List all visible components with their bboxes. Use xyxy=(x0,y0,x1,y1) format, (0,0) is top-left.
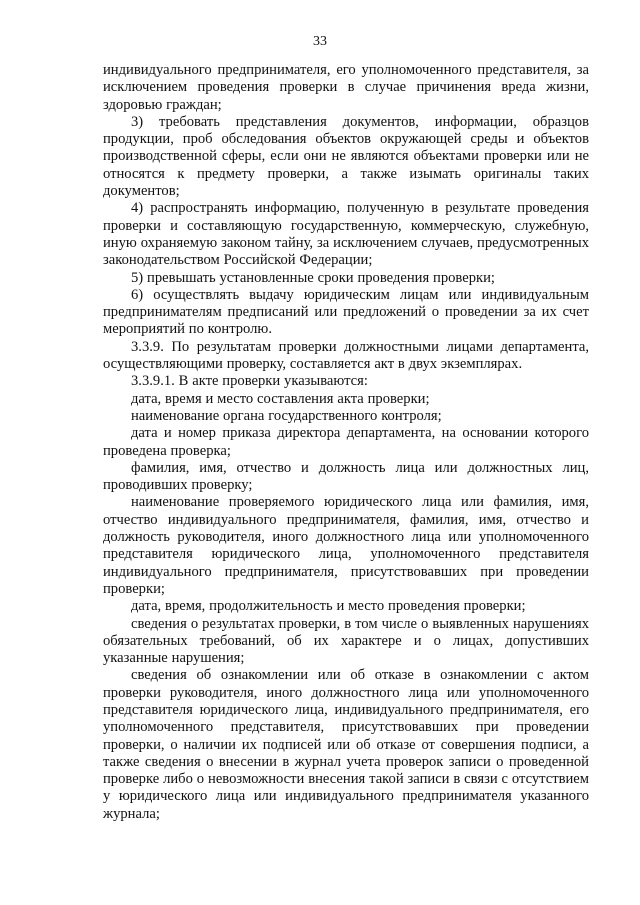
page-number: 33 xyxy=(313,34,327,49)
paragraph-item-3: 3) требовать представления документов, информации, образцов продукции, проб обследования объектов окружающей среды и объектов производственной сферы, если они не являются объектами проверки или не относятся к предмету проверки, а также изымать оригиналы таких документов; xyxy=(103,113,589,200)
paragraph-item-6: 6) осуществлять выдачу юридическим лицам или индивидуальным предпринимателям предписаний или предложений о проведении за их счет мероприятий по контролю. xyxy=(103,286,589,338)
list-item-inspectors: фамилия, имя, отчество и должность лица или должностных лиц, проводивших проверку; xyxy=(103,459,589,494)
paragraph-3-3-9: 3.3.9. По результатам проверки должностными лицами департамента, осуществляющими проверку, составляется акт в двух экземплярах. xyxy=(103,338,589,373)
paragraph-3-3-9-1: 3.3.9.1. В акте проверки указываются: xyxy=(131,373,368,390)
paragraph-item-4: 4) распространять информацию, полученную в результате проведения проверки и составляющую государственную, коммерческую, служебную, иную охраняемую законом тайну, за исключением случаев, предусмотренных законодательством Российской Федерации; xyxy=(103,200,589,269)
list-item-inspection-duration: дата, время, продолжительность и место проведения проверки; xyxy=(131,598,526,615)
list-item-results: сведения о результатах проверки, в том числе о выявленных нарушениях обязательных требований, об их характере и о лицах, допустивших указанные нарушения; xyxy=(103,615,589,667)
list-item-order-number: дата и номер приказа директора департамента, на основании которого проведена проверка; xyxy=(103,425,589,459)
list-item-authority-name: наименование органа государственного контроля; xyxy=(131,407,442,424)
list-item-date-time-place: дата, время и место составления акта проверки; xyxy=(131,390,430,407)
paragraph-item-5: 5) превышать установленные сроки проведения проверки; xyxy=(131,269,495,286)
paragraph-continuation: индивидуального предпринимателя, его уполномоченного представителя, за исключением проведения проверки в случае причинения вреда жизни, здоровью граждан; xyxy=(103,62,589,113)
list-item-acknowledgement: сведения об ознакомлении или об отказе в ознакомлении с актом проверки руководителя, иного должностного лица или уполномоченного представителя юридического лица, индивидуального предпринимателя, его уполномоченного представителя, присутствовавших при проведении проверки, о наличии их подписей или об отказе от совершения подписи, а также сведения о внесении в журнал учета проверок записи о проведенной проверке либо о невозможности внесения такой записи в связи с отсутствием у юридического лица или индивидуального предпринимателя указанного журнала; xyxy=(103,667,589,822)
document-body xyxy=(103,62,589,823)
list-item-inspected-entity: наименование проверяемого юридического лица или фамилия, имя, отчество индивидуального предпринимателя, фамилия, имя, отчество и должность руководителя, иного должностного лица или уполномоченного представителя юридического лица, уполномоченного представителя индивидуального предпринимателя, присутствовавших при проведении проверки; xyxy=(103,494,589,597)
